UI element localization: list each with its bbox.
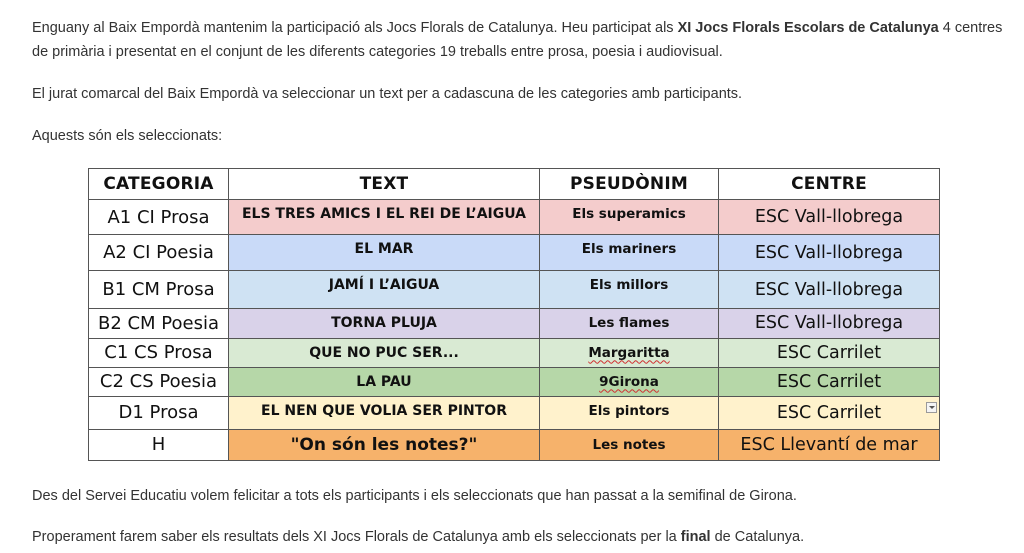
cell-text: ELS TRES AMICS I EL REI DE L’AIGUA [229,200,540,235]
congrats-paragraph: Des del Servei Educatiu volem felicitar a tots els participants i els seleccionats que han passat a la semifinal de Girona. [32,488,797,504]
dropdown-arrow-icon[interactable] [926,402,937,413]
centre-text: ESC Carrilet [776,402,882,423]
cell-pseudonim: Els mariners [540,235,719,271]
cell-pseudonim [540,338,719,367]
header-text: TEXT [229,169,540,200]
jury-paragraph: El jurat comarcal del Baix Empordà va seleccionar un text per a cadascuna de les categories amb participants. [32,86,743,102]
cell-categoria: C2 CS Poesia [89,367,229,396]
table-row [89,235,940,271]
final-paragraph [32,525,1007,549]
selection-table [88,168,940,461]
cell-pseudonim: Els millors [540,271,719,309]
cell-text: "On són les notes?" [229,429,540,460]
header-categoria: CATEGORIA [89,169,229,200]
final-highlight: final [680,529,711,545]
final-text-start: Properament farem saber els resultats dels XI Jocs Florals de Catalunya amb els seleccionats per la [32,529,681,545]
intro-highlight: XI Jocs Florals Escolars de Catalunya [677,20,939,36]
table-row [89,338,940,367]
cell-categoria: B2 CM Poesia [89,309,229,338]
cell-categoria: C1 CS Prosa [89,338,229,367]
cell-centre: ESC Carrilet [719,338,940,367]
header-pseudonim: PSEUDÒNIM [540,169,719,200]
cell-pseudonim: Les notes [540,429,719,460]
cell-centre: ESC Vall-llobrega [719,235,940,271]
cell-text: QUE NO PUC SER... [229,338,540,367]
cell-categoria: A2 CI Poesia [89,235,229,271]
cell-pseudonim: Els pintors [540,396,719,429]
table-header-row [89,169,940,200]
table-row [89,271,940,309]
cell-centre: ESC Carrilet [719,367,940,396]
cell-centre [719,396,940,429]
pseudonim-spellcheck-text: 9Girona [599,373,659,390]
cell-pseudonim [540,367,719,396]
pseudonim-spellcheck-text: Margaritta [588,344,670,361]
table-row [89,396,940,429]
cell-pseudonim: Les flames [540,309,719,338]
final-text-end: de Catalunya. [710,529,805,545]
cell-centre: ESC Vall-llobrega [719,200,940,235]
table-row [89,429,940,460]
intro-text-start: Enguany al Baix Empordà mantenim la participació als Jocs Florals de Catalunya. Heu participat als [32,20,678,36]
cell-centre: ESC Llevantí de mar [719,429,940,460]
table-row [89,309,940,338]
cell-pseudonim: Els superamics [540,200,719,235]
selected-intro: Aquests són els seleccionats: [32,128,223,144]
table-row [89,200,940,235]
cell-categoria: D1 Prosa [89,396,229,429]
cell-categoria: B1 CM Prosa [89,271,229,309]
cell-text: EL MAR [229,235,540,271]
cell-categoria: H [89,429,229,460]
cell-text: EL NEN QUE VOLIA SER PINTOR [229,396,540,429]
table-row [89,367,940,396]
cell-text: JAMÍ I L’AIGUA [229,271,540,309]
cell-categoria: A1 CI Prosa [89,200,229,235]
cell-centre: ESC Vall-llobrega [719,309,940,338]
intro-text-end: 4 centres de primària i presentat en el conjunt de les diferents categories 19 treballs entre prosa, poesia i audiovisual. [32,20,1003,60]
cell-text: TORNA PLUJA [229,309,540,338]
header-centre: CENTRE [719,169,940,200]
intro-paragraph [32,16,1007,64]
cell-text: LA PAU [229,367,540,396]
cell-centre: ESC Vall-llobrega [719,271,940,309]
